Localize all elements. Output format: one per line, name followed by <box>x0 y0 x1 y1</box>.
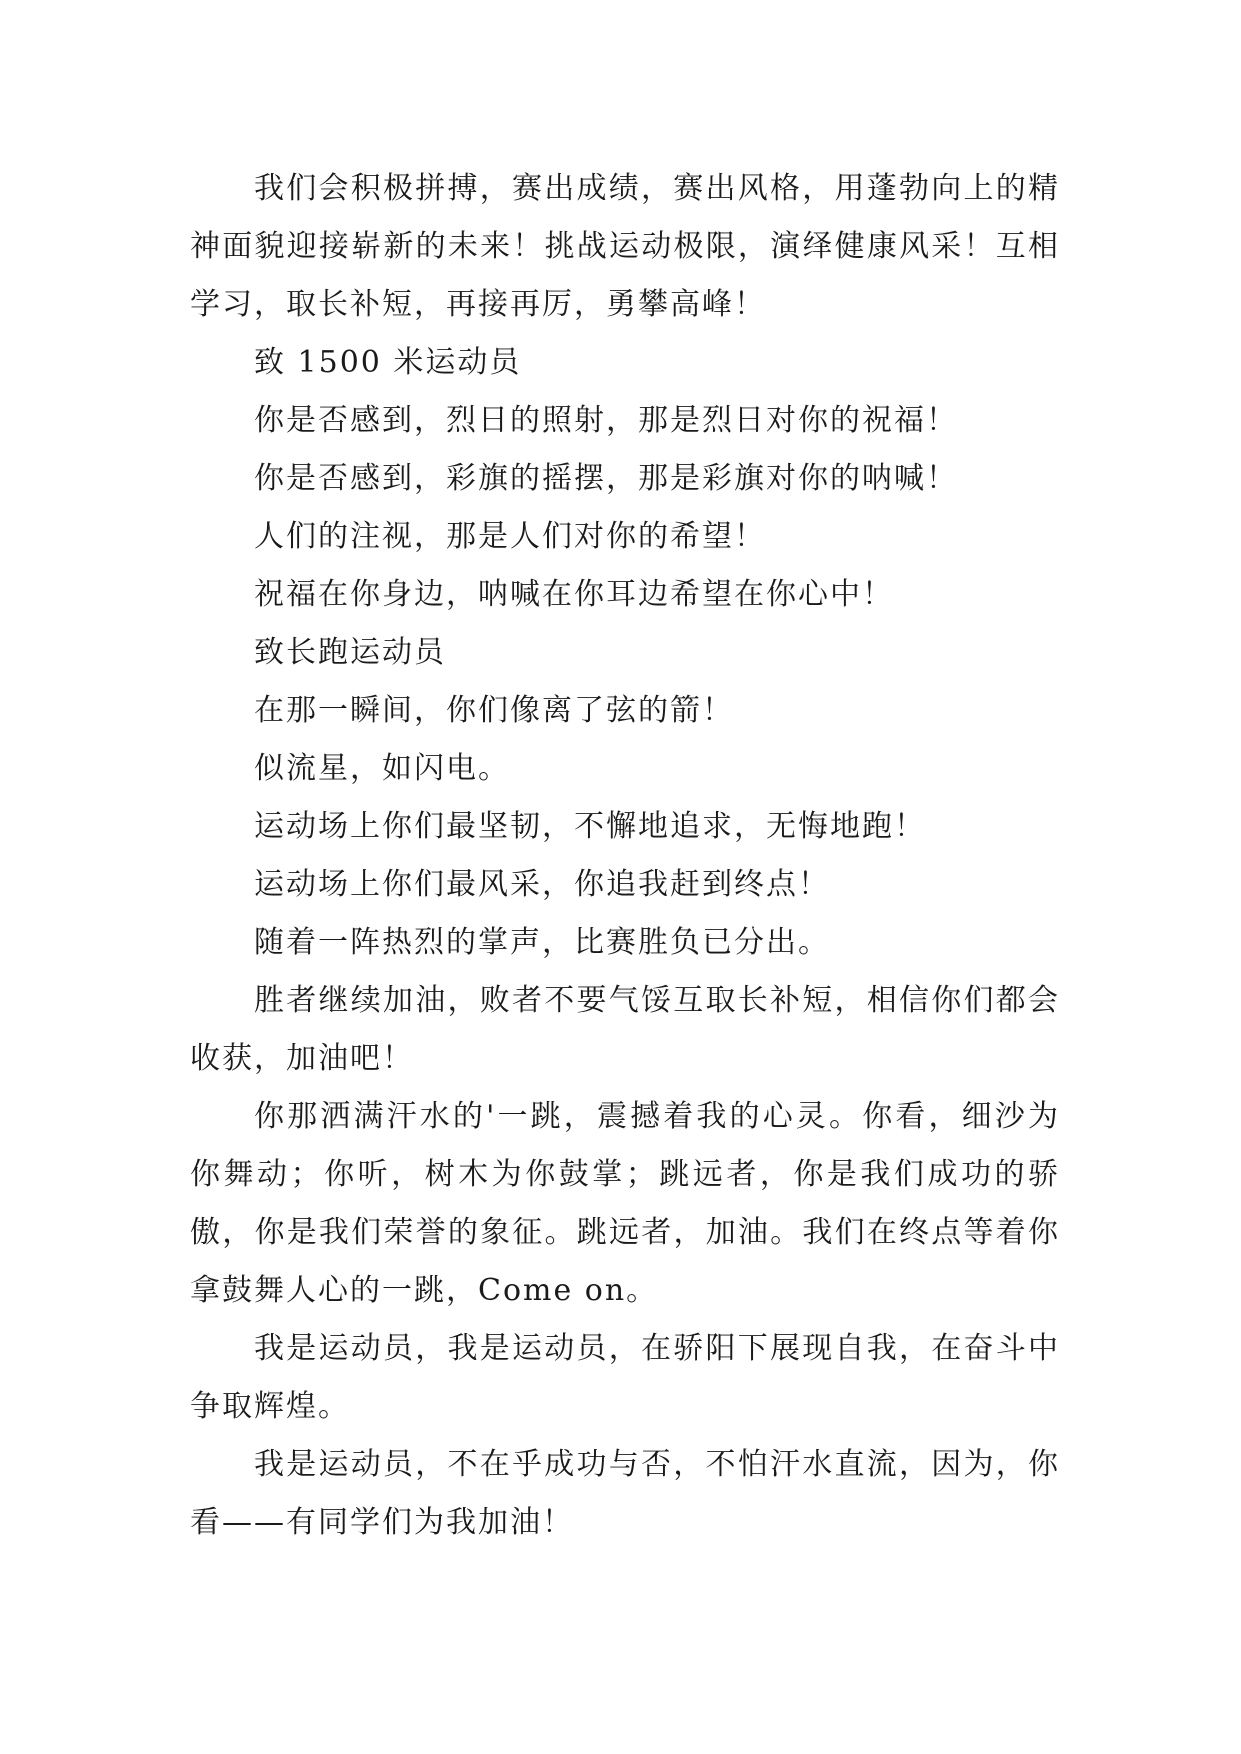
paragraph: 致 1500 米运动员 <box>254 345 522 380</box>
paragraph: 人们的注视，那是人们对你的希望！ <box>254 519 766 554</box>
paragraph: 我们会积极拼搏，赛出成绩，赛出风格，用蓬勃向上的精神面貌迎接崭新的未来！挑战运动极限，演绎健康风采！互相学习，取长补短，再接再厉，勇攀高峰！ <box>190 171 1060 322</box>
document-body <box>190 160 1060 1552</box>
paragraph: 随着一阵热烈的掌声，比赛胜负已分出。 <box>254 925 830 960</box>
paragraph: 我是运动员，不在乎成功与否，不怕汗水直流，因为，你看——有同学们为我加油！ <box>190 1447 1060 1540</box>
paragraph: 似流星，如闪电。 <box>254 751 510 786</box>
paragraph: 我是运动员，我是运动员，在骄阳下展现自我，在奋斗中争取辉煌。 <box>190 1331 1060 1424</box>
paragraph: 祝福在你身边，呐喊在你耳边希望在你心中！ <box>254 577 894 612</box>
paragraph: 你是否感到，彩旗的摇摆，那是彩旗对你的呐喊！ <box>254 461 958 496</box>
paragraph: 致长跑运动员 <box>254 635 446 670</box>
paragraph: 胜者继续加油，败者不要气馁互取长补短，相信你们都会收获，加油吧！ <box>190 983 1060 1076</box>
paragraph: 在那一瞬间，你们像离了弦的箭！ <box>254 693 734 728</box>
paragraph: 运动场上你们最风采，你追我赶到终点！ <box>254 867 830 902</box>
paragraph: 你那洒满汗水的'一跳，震撼着我的心灵。你看，细沙为你舞动；你听，树木为你鼓掌；跳远者，你是我们成功的骄傲，你是我们荣誉的象征。跳远者，加油。我们在终点等着你拿鼓舞人心的一跳，Come on。 <box>190 1099 1060 1308</box>
paragraph: 你是否感到，烈日的照射，那是烈日对你的祝福！ <box>254 403 958 438</box>
paragraph: 运动场上你们最坚韧，不懈地追求，无悔地跑！ <box>254 809 926 844</box>
